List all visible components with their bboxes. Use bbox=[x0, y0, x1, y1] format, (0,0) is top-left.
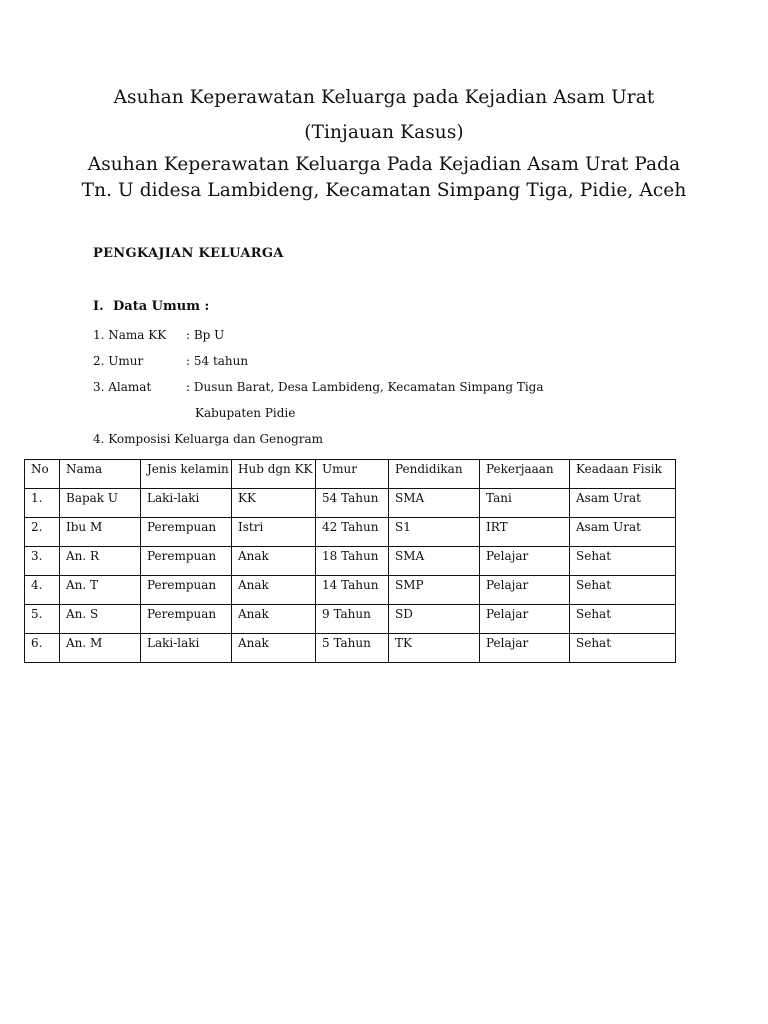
header-cell: No bbox=[25, 460, 60, 489]
table-cell: Tani bbox=[480, 489, 570, 518]
table-cell: 5 Tahun bbox=[316, 634, 389, 663]
table-cell: Sehat bbox=[570, 605, 676, 634]
table-cell: 6. bbox=[25, 634, 60, 663]
table-cell: 2. bbox=[25, 518, 60, 547]
field-label: 3. Alamat bbox=[93, 380, 152, 394]
table-cell: Laki-laki bbox=[141, 634, 232, 663]
header-cell: Nama bbox=[60, 460, 141, 489]
table-cell: Perempuan bbox=[141, 547, 232, 576]
field-value-continuation: Kabupaten Pidie bbox=[195, 406, 296, 420]
table-cell: Perempuan bbox=[141, 576, 232, 605]
table-cell: Anak bbox=[232, 605, 316, 634]
header-cell: Umur bbox=[316, 460, 389, 489]
table-cell: S1 bbox=[389, 518, 480, 547]
table-cell: Anak bbox=[232, 576, 316, 605]
table-cell: An. S bbox=[60, 605, 141, 634]
field-label: 2. Umur bbox=[93, 354, 144, 368]
table-cell: 3. bbox=[25, 547, 60, 576]
table-cell: SMP bbox=[389, 576, 480, 605]
field-label: 1. Nama KK bbox=[93, 328, 167, 342]
table-cell: 42 Tahun bbox=[316, 518, 389, 547]
case-title-line-1: Asuhan Keperawatan Keluarga Pada Kejadian Asam Urat Pada bbox=[87, 154, 681, 175]
table-cell: Sehat bbox=[570, 634, 676, 663]
table-cell: TK bbox=[389, 634, 480, 663]
field-value: : Dusun Barat, Desa Lambideng, Kecamatan Simpang Tiga bbox=[186, 380, 544, 394]
header-cell: Pekerjaaan bbox=[480, 460, 570, 489]
table-cell: An. R bbox=[60, 547, 141, 576]
table-cell: SMA bbox=[389, 547, 480, 576]
table-cell: Perempuan bbox=[141, 518, 232, 547]
table-cell: An. T bbox=[60, 576, 141, 605]
table-cell: Asam Urat bbox=[570, 489, 676, 518]
sub-heading bbox=[93, 299, 209, 314]
table-header-row bbox=[25, 460, 676, 489]
field-value: : Bp U bbox=[186, 328, 225, 342]
table-cell: Anak bbox=[232, 547, 316, 576]
table-cell: 54 Tahun bbox=[316, 489, 389, 518]
table-row bbox=[25, 547, 676, 576]
table-cell: IRT bbox=[480, 518, 570, 547]
table-cell: Perempuan bbox=[141, 605, 232, 634]
header-cell: Hub dgn KK bbox=[232, 460, 316, 489]
table-cell: Ibu M bbox=[60, 518, 141, 547]
table-cell: SD bbox=[389, 605, 480, 634]
table-cell: SMA bbox=[389, 489, 480, 518]
table-cell: 9 Tahun bbox=[316, 605, 389, 634]
table-cell: Pelajar bbox=[480, 634, 570, 663]
table-cell: KK bbox=[232, 489, 316, 518]
table-cell: 18 Tahun bbox=[316, 547, 389, 576]
table-cell: Pelajar bbox=[480, 605, 570, 634]
table-cell: 4. bbox=[25, 576, 60, 605]
document-title: Asuhan Keperawatan Keluarga pada Kejadian Asam Urat bbox=[113, 87, 655, 108]
table-cell: An. M bbox=[60, 634, 141, 663]
document-subtitle: (Tinjauan Kasus) bbox=[304, 122, 464, 143]
family-composition-table bbox=[24, 459, 676, 663]
section-heading: PENGKAJIAN KELUARGA bbox=[93, 246, 284, 261]
field-value: : 54 tahun bbox=[186, 354, 249, 368]
table-row bbox=[25, 576, 676, 605]
table-cell: Istri bbox=[232, 518, 316, 547]
table-cell: Sehat bbox=[570, 576, 676, 605]
table-cell: Bapak U bbox=[60, 489, 141, 518]
table-row bbox=[25, 518, 676, 547]
sub-heading-text: Data Umum : bbox=[113, 299, 210, 314]
table-cell: Pelajar bbox=[480, 547, 570, 576]
table-cell: Laki-laki bbox=[141, 489, 232, 518]
case-title-line-2: Tn. U didesa Lambideng, Kecamatan Simpang Tiga, Pidie, Aceh bbox=[81, 180, 687, 201]
table-row bbox=[25, 489, 676, 518]
table-cell: Asam Urat bbox=[570, 518, 676, 547]
header-cell: Jenis kelamin bbox=[141, 460, 232, 489]
field-label: 4. Komposisi Keluarga dan Genogram bbox=[93, 432, 324, 446]
table-cell: 5. bbox=[25, 605, 60, 634]
table-cell: Sehat bbox=[570, 547, 676, 576]
table-cell: 14 Tahun bbox=[316, 576, 389, 605]
table-cell: 1. bbox=[25, 489, 60, 518]
table-cell: Anak bbox=[232, 634, 316, 663]
table-cell: Pelajar bbox=[480, 576, 570, 605]
header-cell: Pendidikan bbox=[389, 460, 480, 489]
header-cell: Keadaan Fisik bbox=[570, 460, 676, 489]
table-row bbox=[25, 605, 676, 634]
table-row bbox=[25, 634, 676, 663]
sub-heading-number: I. bbox=[93, 299, 104, 314]
